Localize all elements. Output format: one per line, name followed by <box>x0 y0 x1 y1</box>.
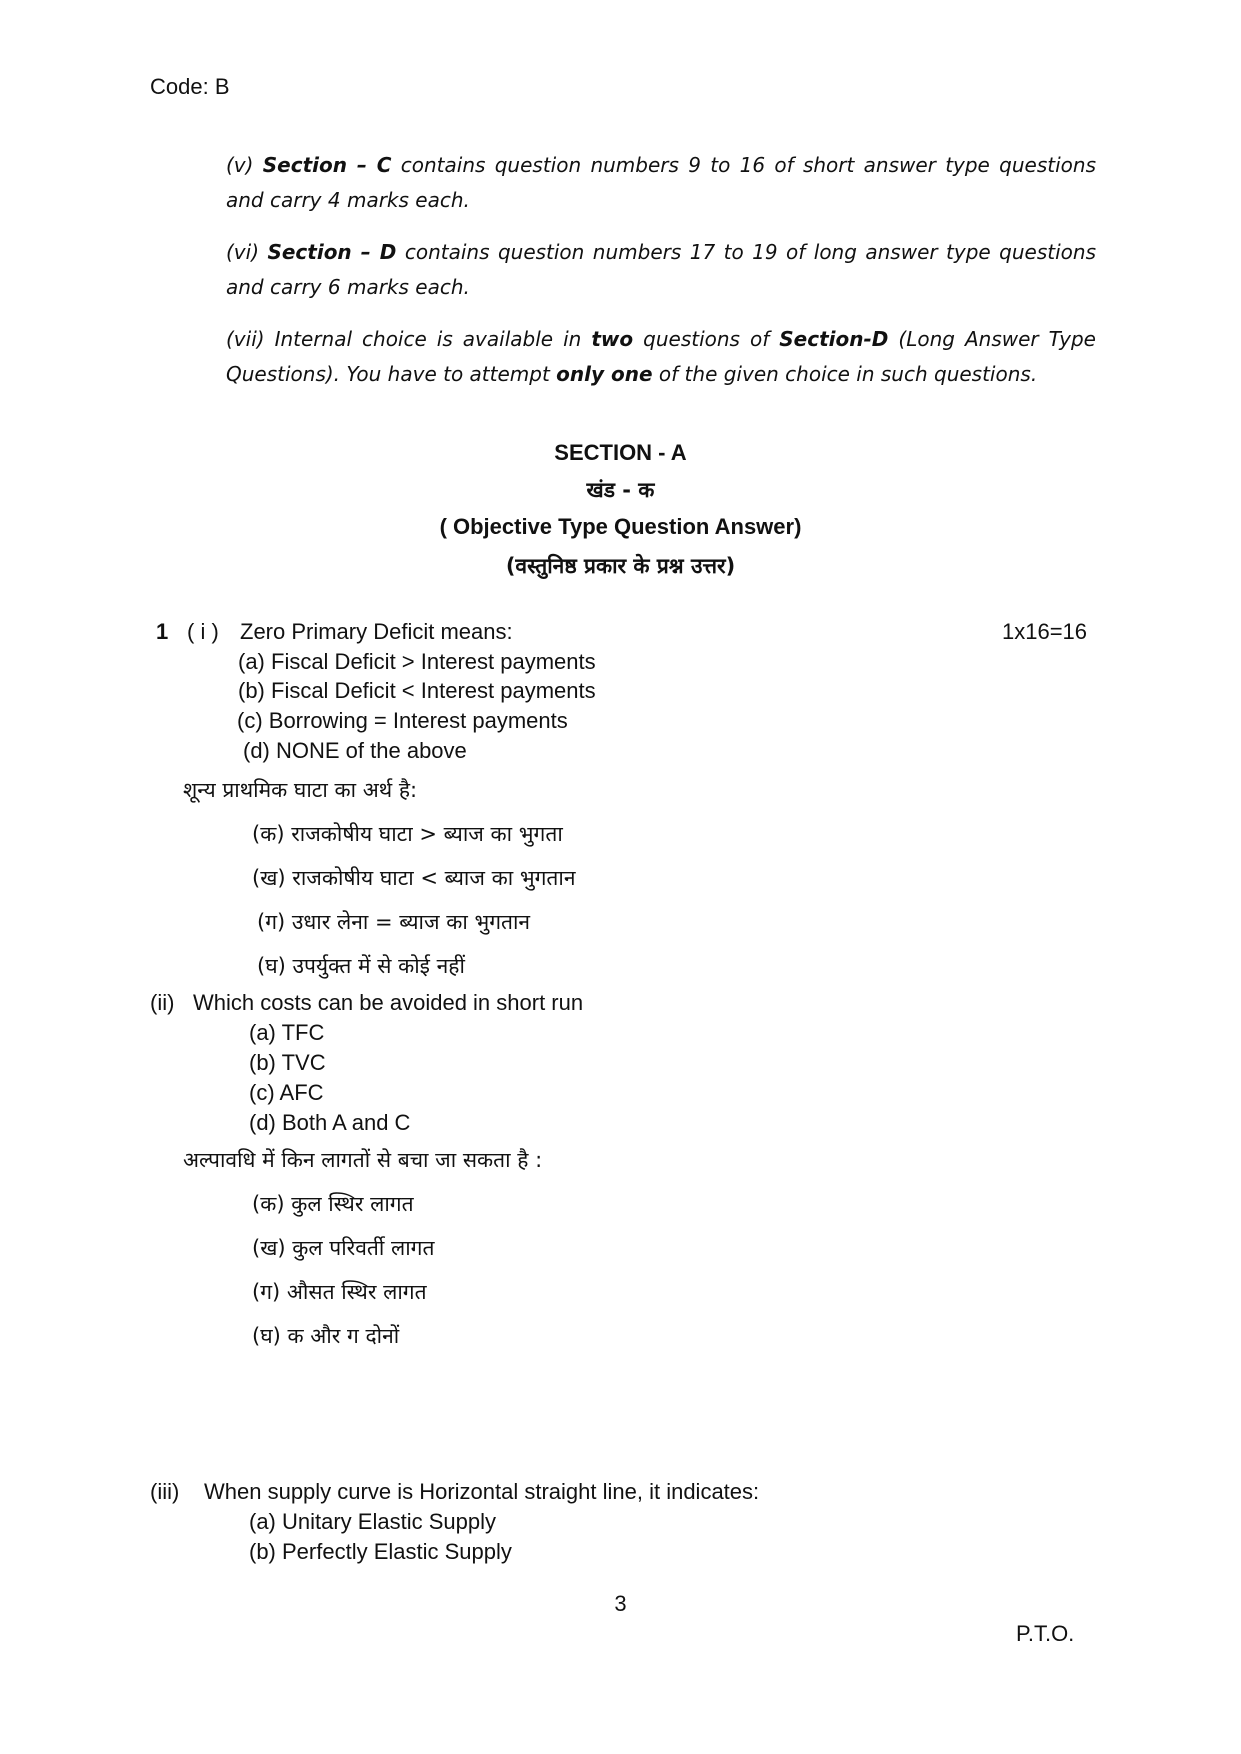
question-text-hindi: अल्पावधि में किन लागतों से बचा जा सकता है : <box>183 1148 543 1172</box>
page-number: 3 <box>614 1591 627 1616</box>
option: (d) NONE of the above <box>243 738 467 763</box>
question-sub-number: (iii) <box>150 1479 180 1504</box>
option: (b) Fiscal Deficit < Interest payments <box>238 678 596 703</box>
instruction-vi: (vi) Section – D contains question numbers 17 to 19 of long answer type questions and carry 6 marks each. <box>226 240 1097 299</box>
option-hindi: (ख) राजकोषीय घाटा < ब्याज का भुगतान <box>252 866 576 890</box>
option: (a) Unitary Elastic Supply <box>249 1509 496 1534</box>
option-hindi: (ग) औसत स्थिर लागत <box>252 1280 427 1304</box>
please-turn-over: P.T.O. <box>1016 1621 1075 1646</box>
question-text: Which costs can be avoided in short run <box>193 990 584 1015</box>
option: (b) Perfectly Elastic Supply <box>249 1539 512 1564</box>
option-hindi: (क) राजकोषीय घाटा > ब्याज का भुगता <box>252 822 563 846</box>
option: (a) TFC <box>249 1020 325 1045</box>
option-hindi: (ग) उधार लेना = ब्याज का भुगतान <box>257 910 531 934</box>
instruction-vii: (vii) Internal choice is available in two questions of Section-D (Long Answer Type Questions). You have to attempt only one of the given choice in such questions. <box>226 327 1096 386</box>
option-hindi: (ख) कुल परिवर्ती लागत <box>252 1236 435 1260</box>
option-hindi: (क) कुल स्थिर लागत <box>252 1192 414 1216</box>
question-sub-number: (ii) <box>150 990 175 1015</box>
option: (c) AFC <box>249 1080 324 1105</box>
question-number: 1 <box>156 619 169 644</box>
option-hindi: (घ) उपर्युक्त में से कोई नहीं <box>257 954 465 978</box>
option: (c) Borrowing = Interest payments <box>237 708 568 733</box>
exam-code: Code: B <box>150 74 230 99</box>
question-text-hindi: शून्य प्राथमिक घाटा का अर्थ है: <box>183 778 418 802</box>
option: (a) Fiscal Deficit > Interest payments <box>238 649 596 674</box>
marks-allocation: 1x16=16 <box>1002 619 1088 644</box>
question-sub-number: ( i ) <box>187 619 219 644</box>
section-subtitle: ( Objective Type Question Answer) <box>439 514 802 539</box>
option: (b) TVC <box>249 1050 326 1075</box>
option: (d) Both A and C <box>249 1110 411 1135</box>
section-title: SECTION - A <box>554 440 687 465</box>
option-hindi: (घ) क और ग दोनों <box>252 1324 400 1348</box>
section-subtitle-hindi: (वस्तुनिष्ठ प्रकार के प्रश्न उत्तर) <box>505 554 736 578</box>
instruction-v: (v) Section – C contains question numbers 9 to 16 of short answer type questions and carry 4 marks each. <box>226 153 1096 212</box>
question-text: When supply curve is Horizontal straight line, it indicates: <box>204 1479 760 1504</box>
question-text: Zero Primary Deficit means: <box>240 619 513 644</box>
section-title-hindi: खंड - क <box>586 478 655 502</box>
